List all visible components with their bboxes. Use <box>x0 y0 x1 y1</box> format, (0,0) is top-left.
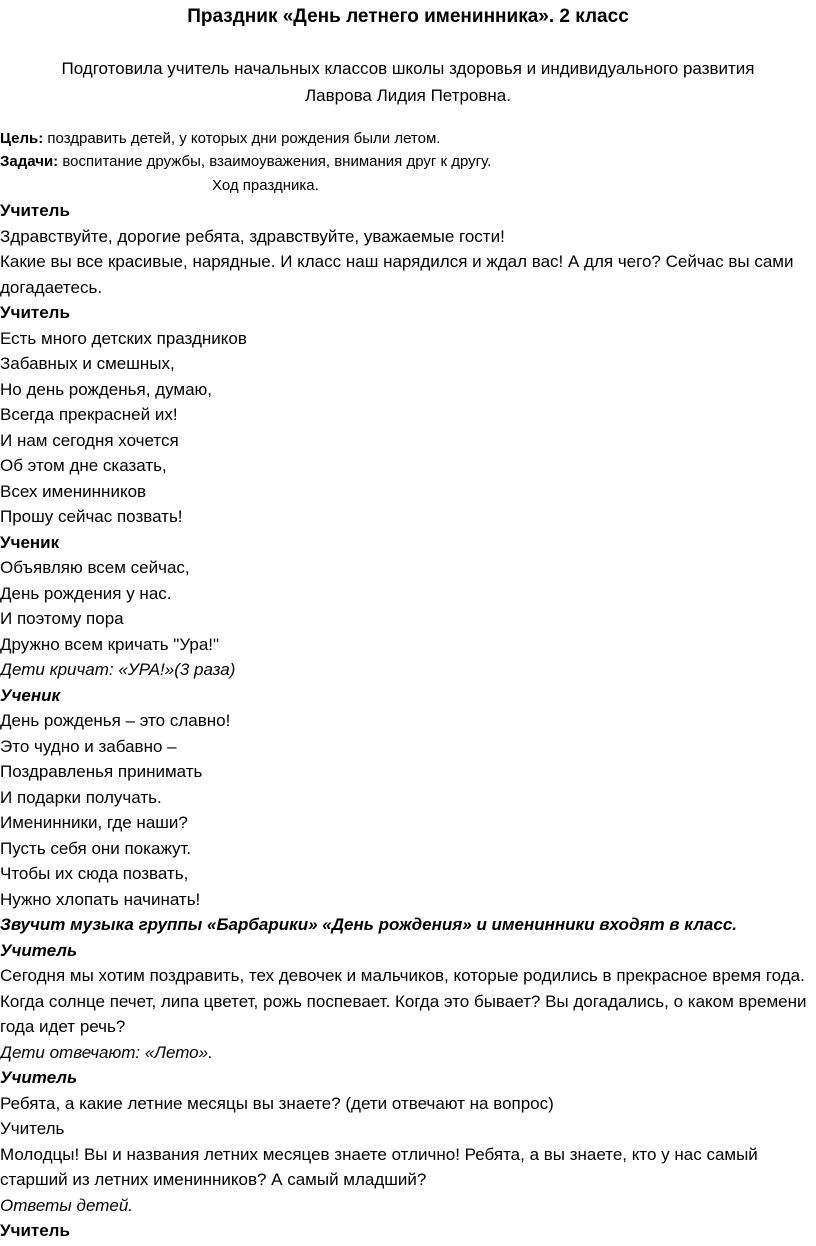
script-line: Объявляю всем сейчас, <box>0 558 190 577</box>
script-line: Какие вы все красивые, нарядные. И класс наш нарядился и ждал вас! А для чего? Сейчас вы сами догадаетесь. <box>0 252 794 297</box>
speaker-label: Ученик <box>0 685 61 705</box>
script-line: Но день рожденья, думаю, <box>0 379 213 399</box>
script-line: Сегодня мы хотим поздравить, тех девочек и мальчиков, которые родились в прекрасное время года. Когда солнце печет, липа цветет, рожь поспевает. Когда это бывает? Вы догадались, о каком времени года идет речь? <box>0 966 807 1036</box>
script-body <box>0 198 814 1244</box>
script-line: Пусть себя они покажут. <box>0 838 192 858</box>
stage-direction: Ответы детей. <box>0 1195 133 1215</box>
speaker-label: Ученик <box>0 532 60 552</box>
speaker-label: Учитель <box>0 201 70 220</box>
script-line: Здравствуйте, дорогие ребята, здравствуйте, уважаемые гости! <box>0 226 505 246</box>
course-heading: Ход праздника. <box>212 177 319 194</box>
goal-line <box>0 128 440 150</box>
script-line: Забавных и смешных, <box>0 354 175 373</box>
script-line: Это чудно и забавно – <box>0 736 177 756</box>
stage-direction: Дети отвечают: «Лето». <box>0 1042 213 1062</box>
goal-label: Цель: <box>0 130 44 147</box>
author-name: Лаврова Лидия Петровна. <box>305 86 511 105</box>
author-line: Подготовила учитель начальных классов школы здоровья и индивидуального развития <box>61 59 755 78</box>
speaker-label: Учитель <box>0 303 70 322</box>
script-line: Чтобы их сюда позвать, <box>0 864 189 883</box>
tasks-text: воспитание дружбы, взаимоуважения, внимания друг к другу. <box>58 153 492 170</box>
script-line: День рождения у нас. <box>0 583 172 603</box>
script-line: Молодцы! Вы и названия летних месяцев знаете отлично! Ребята, а вы знаете, кто у нас самый старший из летних именинников? А самый младший? <box>0 1144 758 1189</box>
document-subtitle <box>0 55 816 109</box>
script-line: День рожденья – это славно! <box>0 711 231 730</box>
script-line: Всегда прекрасней их! <box>0 405 178 424</box>
document-title: Праздник «День летнего именинника». 2 класс <box>187 6 629 27</box>
goal-text: поздравить детей, у которых дни рождения были летом. <box>43 130 441 147</box>
script-line: Нужно хлопать начинать! <box>0 889 201 909</box>
tasks-label: Задачи: <box>0 153 59 170</box>
script-line: И поэтому пора <box>0 609 124 628</box>
script-line: Всех именинников <box>0 481 147 501</box>
script-line: Именинники, где наши? <box>0 813 188 832</box>
script-line: И подарки получать. <box>0 787 162 807</box>
speaker-label: Учитель <box>0 1068 78 1087</box>
speaker-label: Учитель <box>0 940 78 960</box>
script-line: Есть много детских праздников <box>0 328 247 348</box>
stage-direction: Дети кричат: «УРА!»(3 раза) <box>0 660 236 679</box>
speaker-label: Звучит музыка группы «Барбарики» «День рождения» и именинники входят в класс. <box>0 915 737 934</box>
tasks-line <box>0 151 491 173</box>
script-line: Об этом дне сказать, <box>0 456 167 475</box>
script-line: Ребята, а какие летние месяцы вы знаете? (дети отвечают на вопрос) <box>0 1093 554 1113</box>
script-line: Прошу сейчас позвать! <box>0 507 183 526</box>
script-line: Учитель <box>0 1119 65 1138</box>
script-line: И нам сегодня хочется <box>0 430 179 450</box>
speaker-label: Учитель <box>0 1221 70 1240</box>
script-line: Дружно всем кричать "Ура!" <box>0 634 220 654</box>
script-line: Поздравленья принимать <box>0 762 203 781</box>
